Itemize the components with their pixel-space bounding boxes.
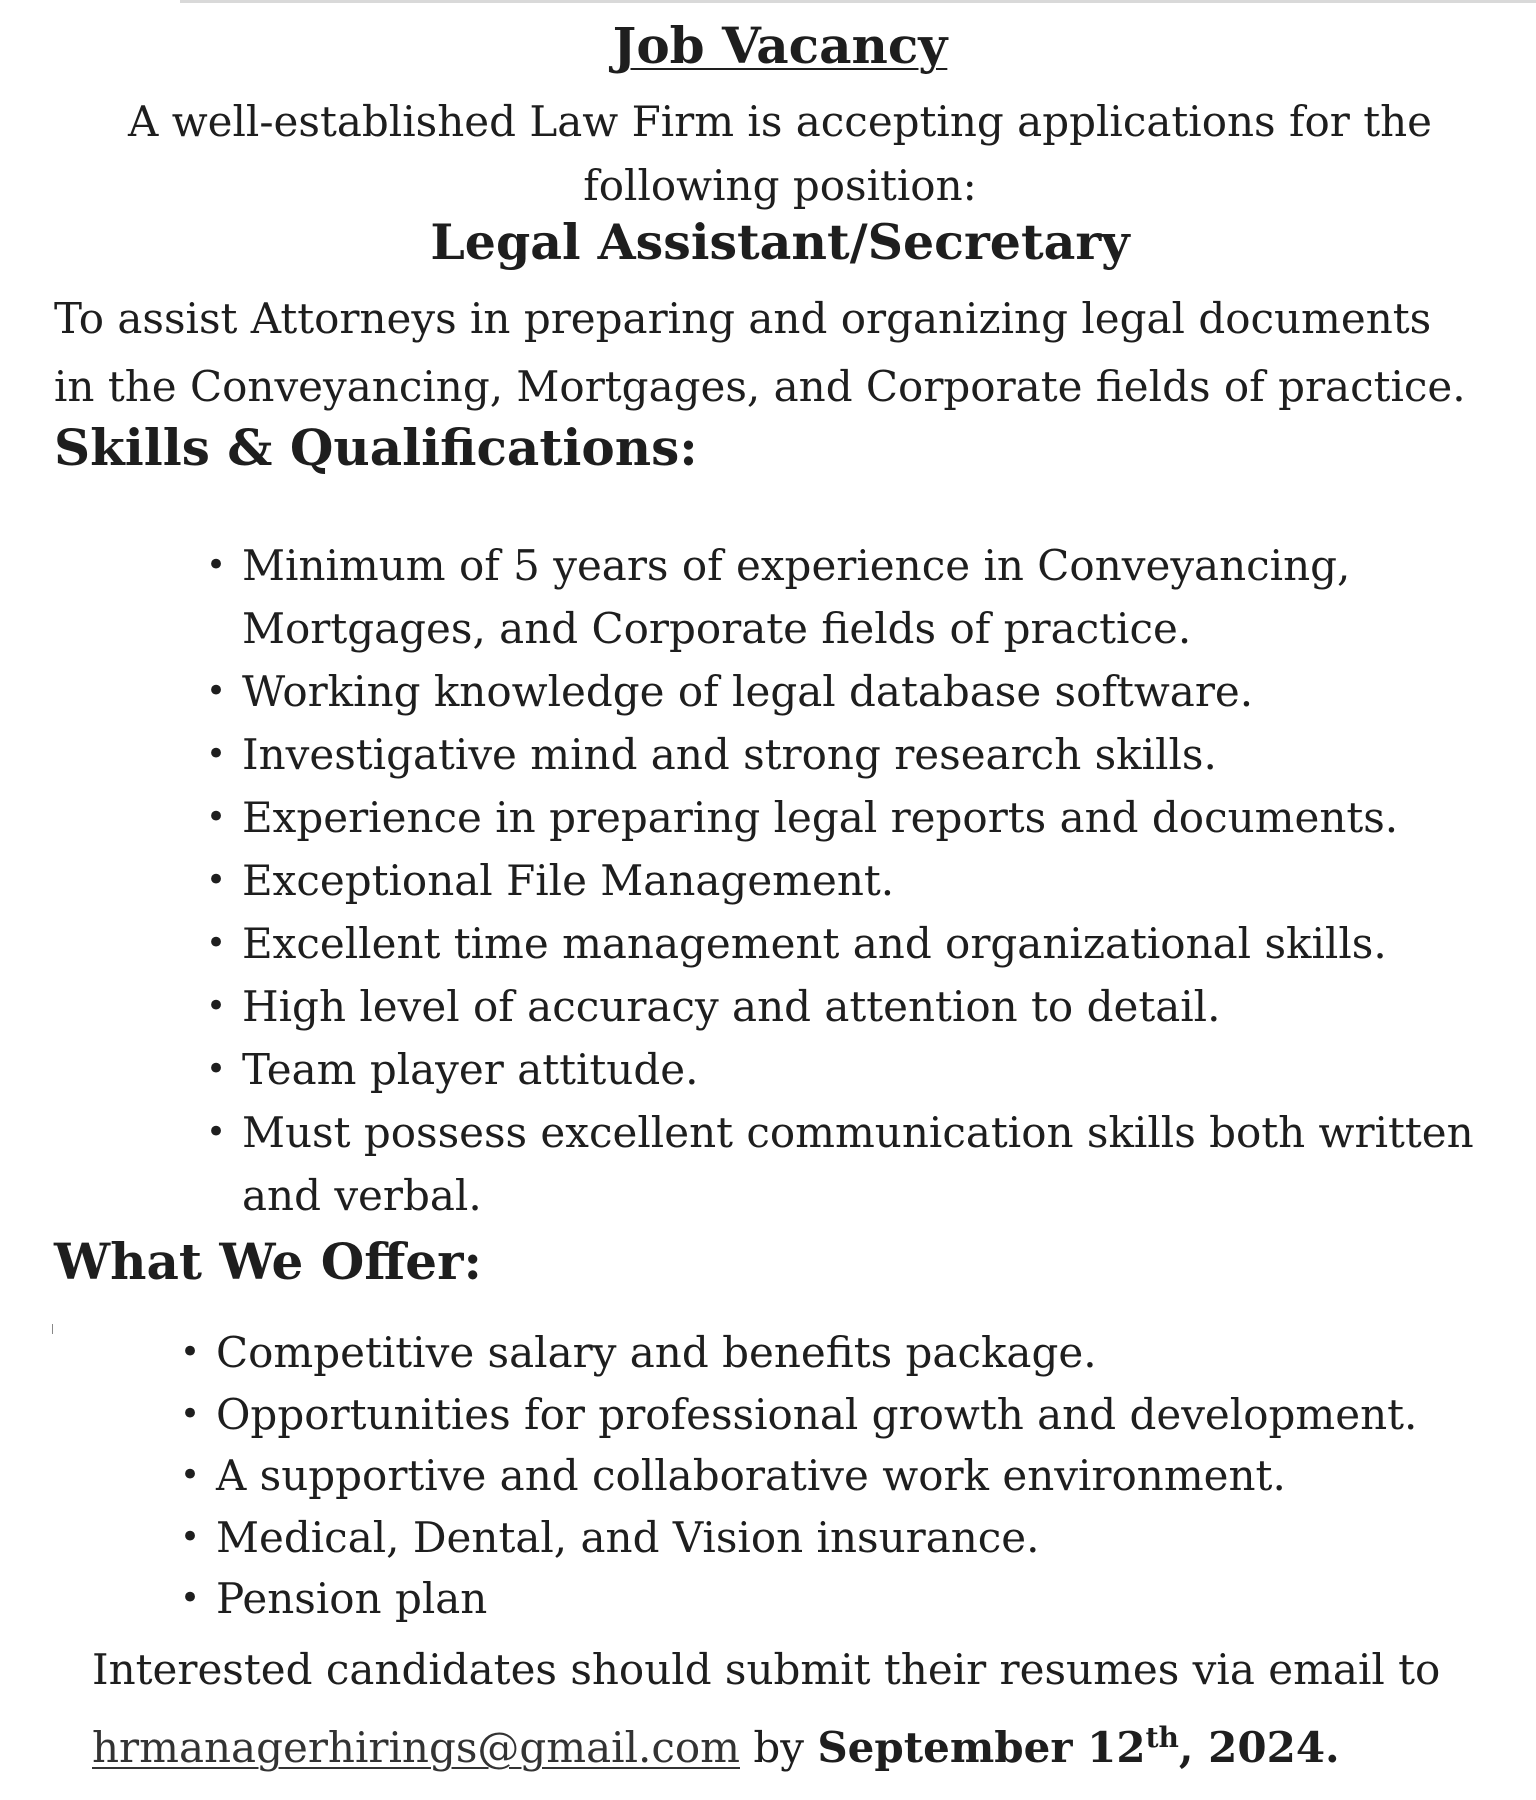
intro-line-1: A well-established Law Firm is accepting applications for the xyxy=(128,97,1432,146)
skill-text: Working knowledge of legal database software. xyxy=(242,667,1254,716)
skill-text: Exceptional File Management. xyxy=(242,856,895,905)
offer-item xyxy=(180,1445,1530,1507)
bullet-icon: • xyxy=(180,1516,201,1557)
bullet-icon: • xyxy=(180,1455,201,1495)
intro-text xyxy=(90,90,1470,218)
deadline-date: September 12 xyxy=(817,1723,1146,1772)
bullet-icon: • xyxy=(206,545,227,585)
bullet-icon: • xyxy=(206,797,227,837)
offer-item xyxy=(180,1384,1530,1446)
bullet-icon: • xyxy=(180,1578,201,1618)
closing-line-1: Interested candidates should submit their resumes via email to xyxy=(92,1645,1441,1694)
offer-text: A supportive and collaborative work environment. xyxy=(216,1451,1286,1500)
offer-text: Competitive salary and benefits package. xyxy=(216,1328,1097,1377)
skill-item xyxy=(206,975,1526,1038)
offer-text: Pension plan xyxy=(216,1574,488,1623)
document-title: Job Vacancy xyxy=(612,16,948,75)
by-text: by xyxy=(740,1723,818,1772)
bullet-icon: • xyxy=(206,671,227,711)
position-description xyxy=(54,285,1514,421)
skill-item xyxy=(206,723,1526,786)
offer-item xyxy=(180,1322,1530,1384)
bullet-icon: • xyxy=(206,860,227,900)
deadline-year: , 2024. xyxy=(1178,1723,1340,1772)
closing-line-2 xyxy=(92,1704,1512,1782)
skill-item xyxy=(206,534,1526,660)
skill-item xyxy=(206,660,1526,723)
deadline-ordinal: th xyxy=(1145,1721,1179,1754)
skill-item xyxy=(206,786,1526,849)
bullet-icon: • xyxy=(206,986,227,1026)
skill-text: Must possess excellent communication skills both written xyxy=(242,1108,1474,1157)
bullet-icon: • xyxy=(180,1332,201,1372)
offer-text: Medical, Dental, and Vision insurance. xyxy=(216,1512,1040,1562)
skill-text-continued: and verbal. xyxy=(242,1171,482,1220)
offer-item xyxy=(180,1507,1530,1569)
skill-text: Experience in preparing legal reports and documents. xyxy=(242,793,1399,842)
skill-text: Team player attitude. xyxy=(242,1045,699,1094)
skill-item xyxy=(206,1038,1526,1101)
description-line-2: in the Conveyancing, Mortgages, and Corporate fields of practice. xyxy=(54,362,1466,411)
skill-item xyxy=(206,849,1526,912)
bullet-icon: • xyxy=(206,1112,227,1152)
bullet-icon: • xyxy=(206,923,227,963)
closing-instructions xyxy=(92,1636,1512,1782)
skills-heading: Skills & Qualifications: xyxy=(54,418,698,477)
email-link[interactable]: hrmanagerhirings@gmail.com xyxy=(92,1723,740,1772)
offer-list xyxy=(180,1322,1530,1630)
offer-heading: What We Offer: xyxy=(54,1232,482,1291)
skill-text: High level of accuracy and attention to detail. xyxy=(242,982,1221,1031)
bullet-icon: • xyxy=(206,1049,227,1089)
skills-list xyxy=(206,534,1526,1227)
skill-text: Excellent time management and organizational skills. xyxy=(242,919,1387,968)
skill-item xyxy=(206,1101,1526,1227)
bullet-icon: • xyxy=(180,1393,201,1434)
skill-item xyxy=(206,912,1526,975)
stray-mark xyxy=(52,1324,53,1334)
offer-item xyxy=(180,1568,1530,1630)
description-line-1: To assist Attorneys in preparing and organizing legal documents xyxy=(54,294,1432,343)
offer-text: Opportunities for professional growth and development. xyxy=(216,1389,1418,1439)
skill-text: Investigative mind and strong research skills. xyxy=(242,730,1217,779)
skill-text: Minimum of 5 years of experience in Conveyancing, xyxy=(242,541,1351,590)
bullet-icon: • xyxy=(206,734,227,774)
skill-text-continued: Mortgages, and Corporate fields of practice. xyxy=(242,604,1192,653)
position-title: Legal Assistant/Secretary xyxy=(430,213,1130,271)
intro-line-2: following position: xyxy=(583,161,977,210)
application-deadline xyxy=(817,1723,1339,1772)
